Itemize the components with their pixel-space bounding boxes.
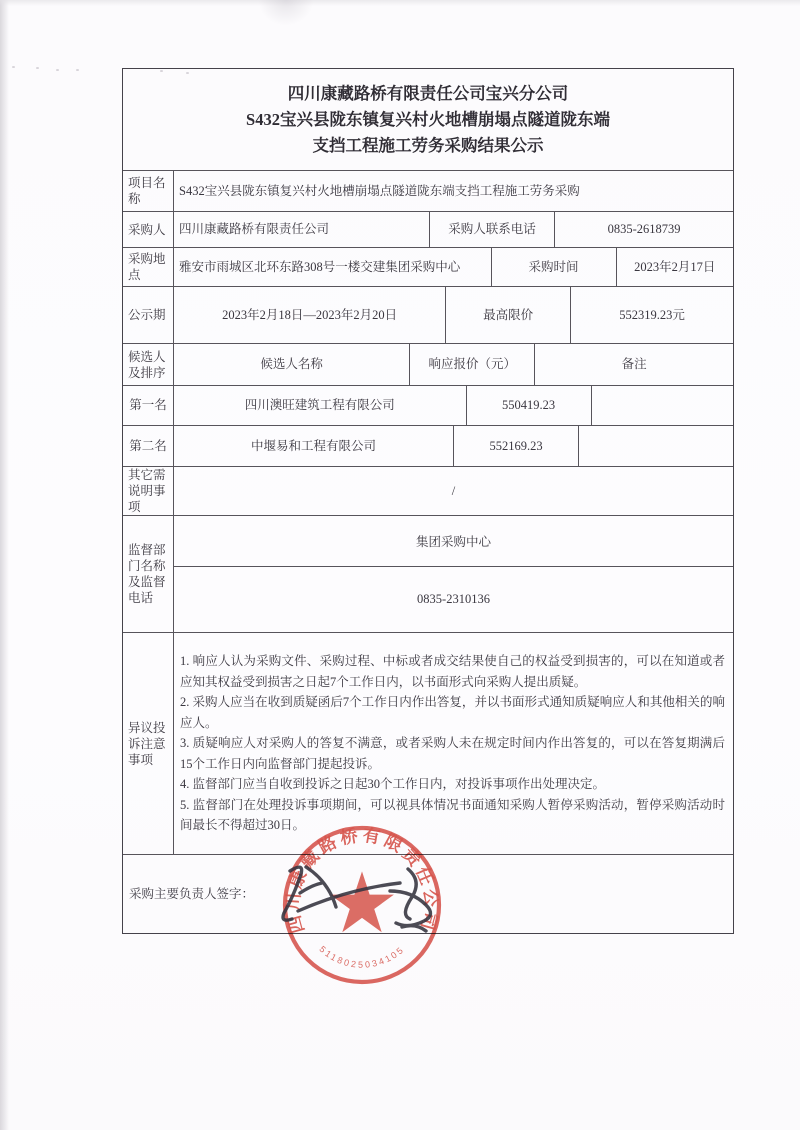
title-row bbox=[123, 69, 733, 171]
candidate-1-quote: 550419.23 bbox=[467, 386, 592, 425]
supervision-values bbox=[174, 516, 733, 632]
candidate-1-rank: 第一名 bbox=[123, 386, 174, 425]
scan-edge-shadow bbox=[0, 0, 10, 1130]
candidate-2-quote: 552169.23 bbox=[454, 426, 579, 466]
candidates-rank-header: 候选人及排序 bbox=[123, 344, 174, 385]
dispute-item-3: 3. 质疑响应人对采购人的答复不满意，或者采购人未在规定时间内作出答复的，可以在答复期满后15个工作日内向监督部门提起投诉。 bbox=[180, 736, 725, 771]
scan-artifact-dot bbox=[56, 69, 59, 71]
supervision-phone: 0835-2310136 bbox=[417, 592, 490, 606]
purchaser-phone-value: 0835-2618739 bbox=[607, 222, 681, 236]
candidate-2-rank: 第二名 bbox=[123, 426, 174, 466]
candidates-name-header: 候选人名称 bbox=[174, 344, 410, 385]
purchase-time-value: 2023年2月17日 bbox=[634, 259, 716, 274]
max-price-value: 552319.23元 bbox=[619, 307, 685, 322]
candidate-2-name: 中堰易和工程有限公司 bbox=[174, 426, 454, 466]
candidate-1-name: 四川澳旺建筑工程有限公司 bbox=[174, 386, 467, 425]
row-purchaser bbox=[123, 212, 733, 248]
signature-label: 采购主要负责人签字： bbox=[129, 886, 255, 901]
row-location bbox=[123, 248, 733, 287]
row-other-notes bbox=[123, 467, 733, 516]
title-line-1: 四川康藏路桥有限责任公司宝兴分公司 bbox=[287, 83, 569, 103]
dispute-item-2: 2. 采购人应当在收到质疑函后7个工作日内作出答复，并以书面形式通知质疑响应人和其他相关的响应人。 bbox=[180, 695, 725, 730]
dispute-notice-label: 异议投诉注意事项 bbox=[123, 633, 174, 854]
scan-artifact-dot bbox=[76, 69, 79, 71]
scan-top-shadow bbox=[0, 0, 800, 6]
document-title bbox=[123, 81, 733, 159]
candidates-quote-header: 响应报价（元） bbox=[410, 344, 535, 385]
seal-star-icon bbox=[330, 871, 394, 932]
dispute-item-5: 5. 监督部门在处理投诉事项期间，可以视具体情况书面通知采购人暂停采购活动，暂停采购活动时间最长不得超过30日。 bbox=[180, 797, 725, 833]
scan-artifact-dot bbox=[12, 66, 15, 68]
publicity-value: 2023年2月18日—2023年2月20日 bbox=[174, 287, 446, 343]
company-seal bbox=[250, 793, 474, 1017]
candidate-1-remark bbox=[592, 386, 734, 425]
purchaser-value: 四川康藏路桥有限责任公司 bbox=[174, 212, 430, 247]
other-notes-label: 其它需说明事项 bbox=[123, 467, 174, 515]
project-name-label: 项目名称 bbox=[123, 171, 174, 211]
project-name-value: S432宝兴县陇东镇复兴村火地槽崩塌点隧道陇东端支挡工程施工劳务采购 bbox=[179, 183, 580, 198]
candidates-remark-header: 备注 bbox=[621, 357, 647, 371]
seal-number: 5118025034105 bbox=[317, 943, 407, 970]
row-project-name bbox=[123, 171, 733, 212]
scan-artifact-dot bbox=[36, 67, 39, 69]
table-row-candidate-1 bbox=[123, 386, 733, 426]
publicity-label: 公示期 bbox=[123, 287, 174, 343]
dispute-item-4: 4. 监督部门应当自收到投诉之日起30个工作日内，对投诉事项作出处理决定。 bbox=[180, 777, 606, 792]
supervision-label: 监督部门名称及监督电话 bbox=[123, 516, 174, 632]
location-label: 采购地点 bbox=[123, 248, 174, 286]
purchase-time-label: 采购时间 bbox=[492, 248, 617, 286]
title-line-2: S432宝兴县陇东镇复兴村火地槽崩塌点隧道陇东端 bbox=[246, 109, 610, 129]
supervision-department: 集团采购中心 bbox=[174, 516, 733, 567]
table-row-candidate-2 bbox=[123, 426, 733, 467]
paper-fold-mark bbox=[258, 0, 314, 26]
title-line-3: 支挡工程施工劳务采购结果公示 bbox=[312, 135, 544, 155]
purchaser-label: 采购人 bbox=[123, 212, 174, 247]
purchaser-phone-label: 采购人联系电话 bbox=[430, 212, 555, 247]
row-candidates-header bbox=[123, 344, 733, 386]
candidate-2-remark bbox=[579, 426, 733, 466]
svg-text:5118025034105 bbox=[317, 944, 406, 970]
location-value: 雅安市雨城区北环东路308号一楼交建集团采购中心 bbox=[174, 248, 492, 286]
seal-company-name: 四川康藏路桥有限责任公司 bbox=[282, 824, 442, 936]
dispute-item-1: 1. 响应人认为采购文件、采购过程、中标或者成交结果使自己的权益受到损害的，可以在知道或者应知其权益受到损害之日起7个工作日内，以书面形式向采购人提出质疑。 bbox=[180, 654, 725, 689]
other-notes-value: / bbox=[451, 483, 456, 498]
max-price-label: 最高限价 bbox=[446, 287, 571, 343]
row-publicity-period bbox=[123, 287, 733, 344]
row-supervision bbox=[123, 516, 733, 633]
